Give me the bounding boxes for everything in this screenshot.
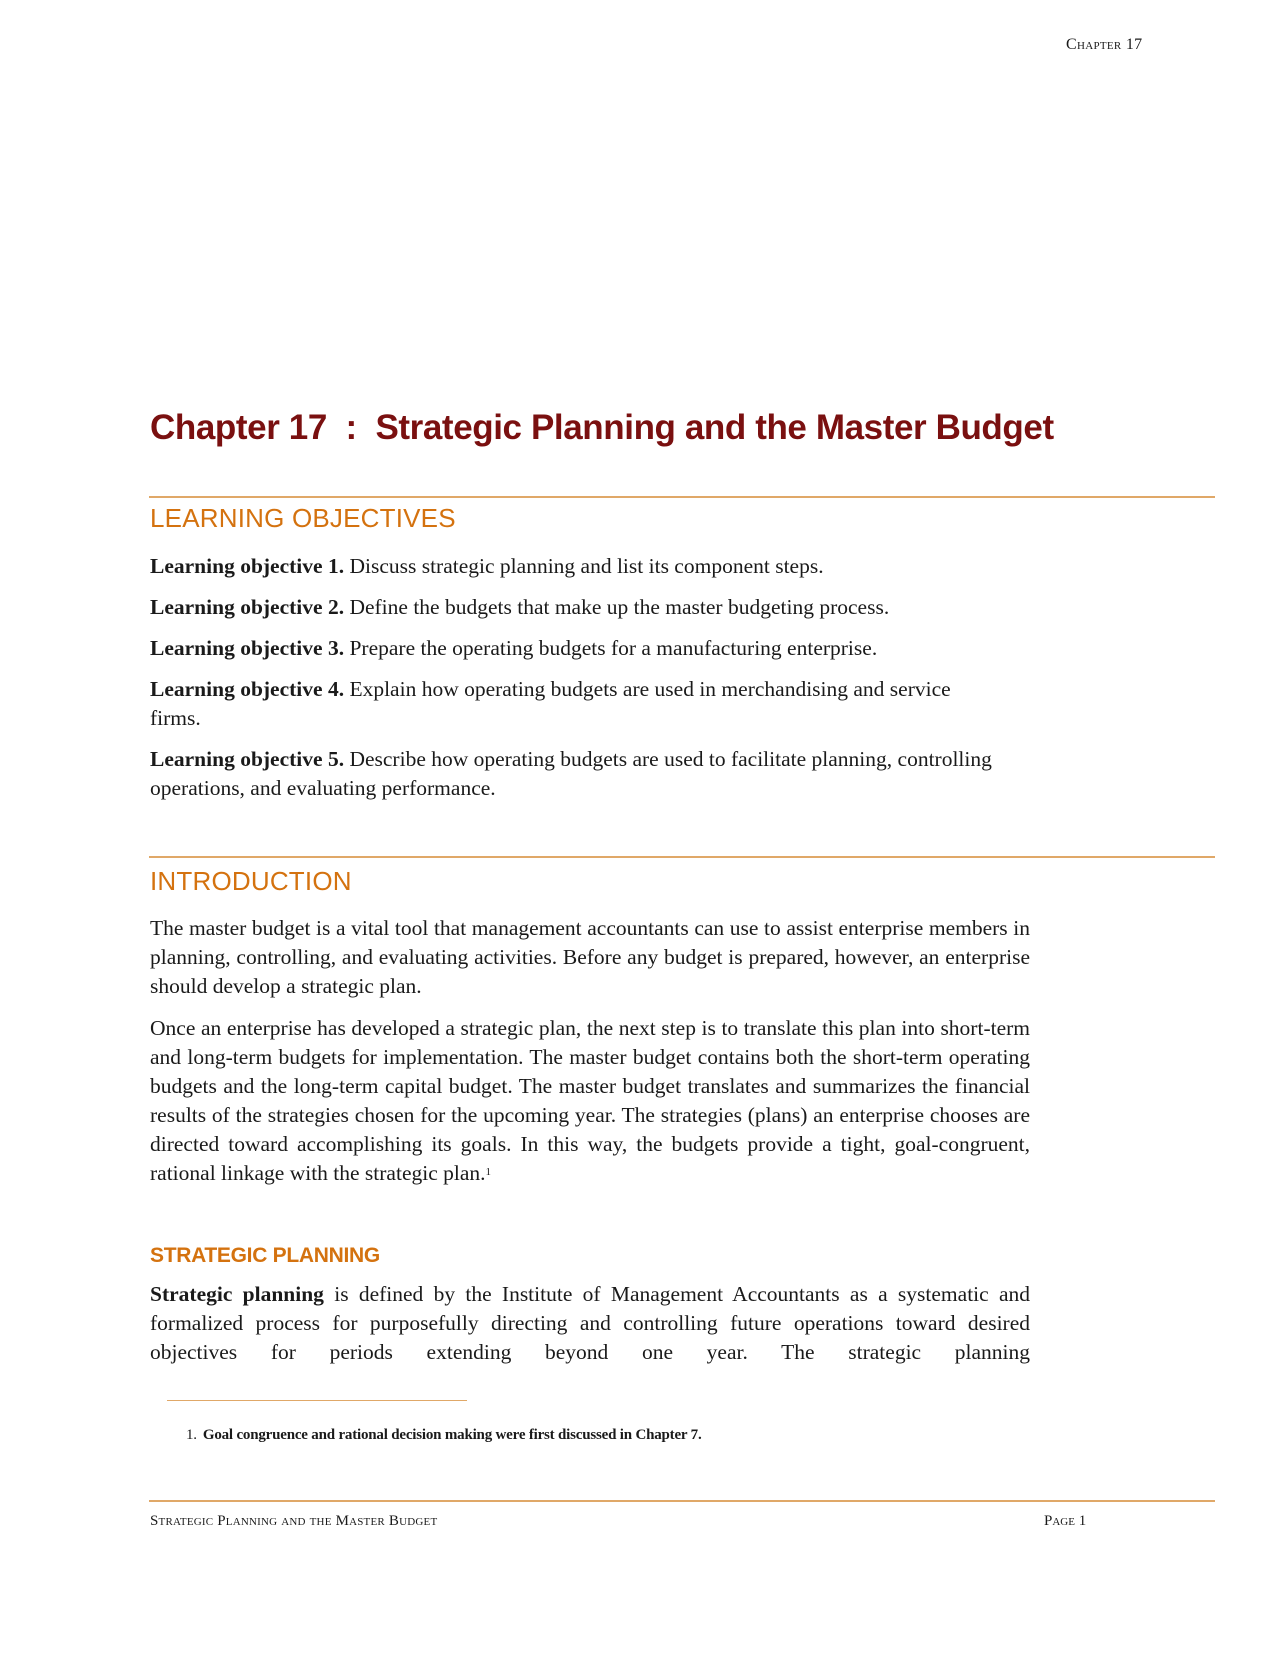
- paragraph-text: is defined by the Institute of Management Accountants as a systematic and formalized process for purposefully directing and controlling future operations toward desired objectives for periods extending beyond one year. The strategic planning: [150, 1282, 1030, 1364]
- learning-objective-3: [150, 634, 1030, 663]
- footnote-reference[interactable]: 1: [485, 1166, 492, 1178]
- objective-label: Learning objective 1.: [150, 554, 345, 578]
- introduction-heading: INTRODUCTION: [150, 866, 352, 896]
- footnote-1: [186, 1427, 702, 1444]
- objective-text: Discuss strategic planning and list its component steps.: [344, 554, 824, 578]
- strategic-planning-body: [150, 1280, 1030, 1380]
- page-number: Page 1: [1044, 1513, 1087, 1529]
- footnote-text: Goal congruence and rational decision making were first discussed in Chapter 7.: [202, 1427, 702, 1443]
- section-divider: [149, 856, 1215, 858]
- paragraph-text: Once an enterprise has developed a strategic plan, the next step is to translate this plan into short-term and long-term budgets for implementation. The master budget contains both the short-term operating budgets and the long-term capital budget. The master budget translates and summarizes the financial results of the strategies chosen for the upcoming year. The strategies (plans) an enterprise chooses are directed toward accomplishing its goals. In this way, the budgets provide a tight, goal-congruent, rational linkage with the strategic plan.: [150, 1016, 1030, 1185]
- running-footer-title: Strategic Planning and the Master Budget: [150, 1513, 438, 1529]
- running-head: Chapter 17: [1066, 36, 1143, 53]
- objective-label: Learning objective 4.: [150, 677, 345, 701]
- introduction-body: [150, 914, 1030, 1201]
- learning-objective-1: [150, 552, 1030, 581]
- learning-objective-5: [150, 745, 1010, 803]
- introduction-paragraph-2: [150, 1014, 1030, 1188]
- strategic-planning-heading: STRATEGIC PLANNING: [150, 1244, 380, 1267]
- objective-text: Define the budgets that make up the master budgeting process.: [344, 595, 890, 619]
- learning-objectives-heading: LEARNING OBJECTIVES: [150, 503, 456, 533]
- introduction-paragraph-1: The master budget is a vital tool that management accountants can use to assist enterprise members in planning, controlling, and evaluating activities. Before any budget is prepared, however, an enterprise should develop a strategic plan.: [150, 916, 1030, 998]
- strategic-planning-paragraph: [150, 1280, 1030, 1367]
- section-divider: [149, 496, 1215, 498]
- objective-label: Learning objective 5.: [150, 747, 345, 771]
- footer-divider: [149, 1500, 1215, 1502]
- chapter-title: Chapter 17 : Strategic Planning and the Master Budget: [150, 408, 1054, 447]
- defined-term: Strategic planning: [150, 1282, 324, 1306]
- objective-text: Explain how operating budgets are used in merchandising and service firms.: [150, 677, 951, 730]
- objective-label: Learning objective 2.: [150, 595, 345, 619]
- footnote-number: 1.: [186, 1427, 197, 1443]
- learning-objectives-list: [150, 552, 1030, 815]
- objective-text: Prepare the operating budgets for a manufacturing enterprise.: [344, 636, 878, 660]
- objective-label: Learning objective 3.: [150, 636, 345, 660]
- objective-text: Describe how operating budgets are used to facilitate planning, controlling operations, and evaluating performance.: [150, 747, 992, 800]
- learning-objective-4: [150, 675, 990, 733]
- footnote-separator: [167, 1400, 467, 1401]
- learning-objective-2: [150, 593, 1030, 622]
